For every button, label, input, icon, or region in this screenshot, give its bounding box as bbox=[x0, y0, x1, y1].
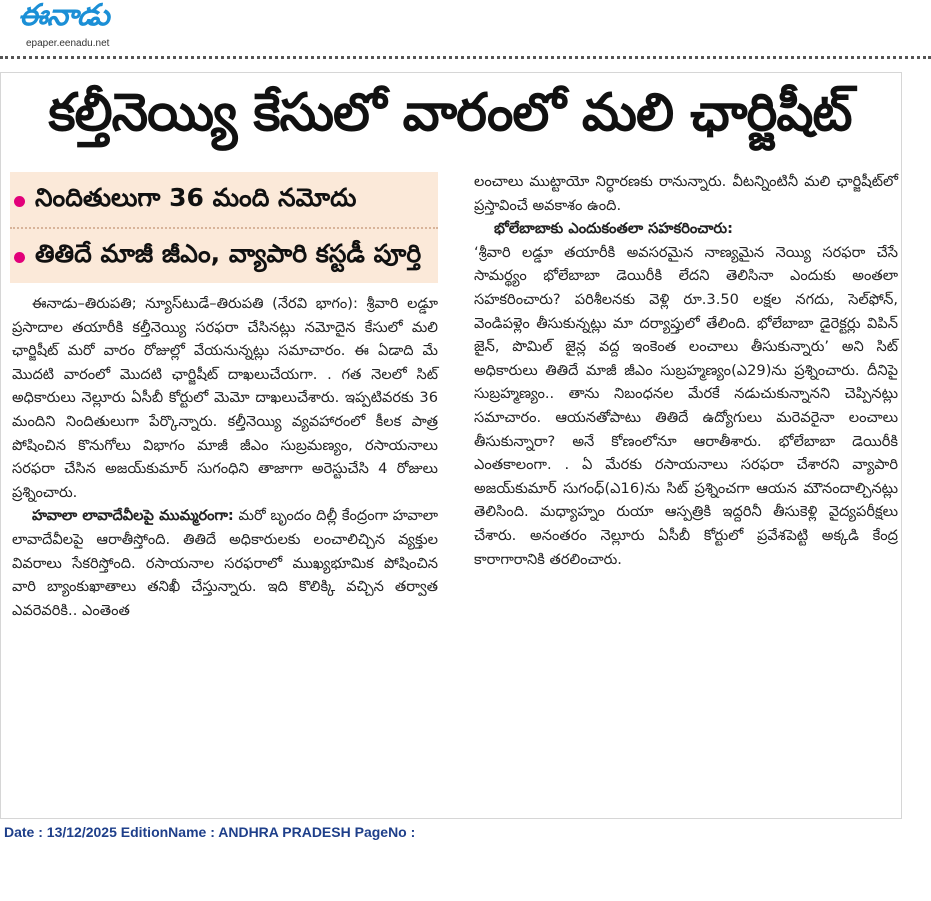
article-headline: కల్తీనెయ్యి కేసులో వారంలో మలి ఛార్జిషీట్ bbox=[48, 83, 852, 143]
edition-footer: Date : 13/12/2025 EditionName : ANDHRA PRADESH PageNo : bbox=[4, 824, 416, 840]
subheading: హవాలా లావాదేవీలపై ముమ్మరంగా: bbox=[32, 507, 234, 525]
logo-text: ఈనాడు bbox=[18, 0, 109, 33]
paragraph-text: మరో బృందం దిల్లీ కేంద్రంగా హవాలా లావాదేవీలపై ఆరాతీస్తోంది. తితిదే అధికారులకు లంచాలిచ్చిన వ్యక్తుల వివరాలు సేకరిస్తోంది. రసాయనాల సరఫరాలో ముఖ్యభూమిక పోషించిన వారి బ్యాంకుఖాతాలు తనిఖీ చేస్తున్నారు. ఇది కొలిక్కి వచ్చిన తర్వాత ఎవరెవరికి.. ఎంతెంత bbox=[12, 507, 438, 619]
paragraph-text: ఈనాడు–తిరుపతి; న్యూస్‌టుడే–తిరుపతి (నేరవి భాగం): శ్రీవారి లడ్డూ ప్రసాదాల తయారీకి కల్తీనెయ్యి సరఫరా చేసినట్లు నమోదైన కేసులో మలి ఛార్జిషీట్ మరో వారం రోజుల్లో వేయనున్నట్లు సమాచారం. ఈ ఏడాది మే మొదటి వారంలో మొదటి ఛార్జిషీట్ దాఖలుచేయగా. . గత నెలలో సిట్ అధికారులు నెల్లూరు ఏసీబీ కోర్టులో మెమో దాఖలుచేశారు. ఇప్పటివరకు 36 మందిని నిందితులుగా పేర్కొన్నారు. కల్తీనెయ్యి వ్యవహారంలో కీలక పాత్ర పోషించిన కొనుగోలు విభాగం మాజీ జీఎం సుబ్రమణ్యం, రసాయనాలు సరఫరా చేసిన అజయ్‌కుమార్ సుగంధిని తాజాగా అరెస్టుచేసి 4 రోజులు ప్రశ్నించారు. bbox=[12, 295, 438, 501]
article-paragraph bbox=[474, 217, 898, 241]
article-column-left bbox=[12, 292, 438, 622]
bullet-icon bbox=[14, 252, 25, 263]
highlight-text: తితిదే మాజీ జీఎం, వ్యాపారి కస్టడీ పూర్తి bbox=[35, 239, 422, 268]
subheading: భోలేబాబాకు ఎందుకంతలా సహకరించారు: bbox=[494, 220, 733, 238]
eenadu-logo[interactable] bbox=[18, 0, 138, 49]
article-column-right bbox=[474, 170, 898, 571]
article-paragraph bbox=[12, 504, 438, 622]
highlight-item bbox=[10, 176, 438, 226]
article-paragraph bbox=[474, 170, 898, 217]
top-dashed-divider bbox=[0, 56, 931, 59]
paragraph-text: ‘శ్రీవారి లడ్డూ తయారీకి అవసరమైన నాణ్యమైన నెయ్యి సరఫరా చేసే సామర్థ్యం భోలేబాబా డెయిరీకి లేదని తెలిసినా ఎందుకు అంతలా సహకరించారు? పరిశీలనకు వెళ్లి రూ.3.50 లక్షల నగదు, సెల్‌ఫోన్, వెండిపళ్లెం తీసుకున్నట్లు మా దర్యాప్తులో తేలింది. భోలేబాబా డైరెక్టర్లు విపిన్ జైన్, పొమిల్ జైన్ల వద్ద ఇంకెంత లంచాలు తీసుకున్నారు’ అని సిట్ అధికారులు తితిదే మాజీ జీఎం సుబ్రహ్మణ్యం(ఎ29)ను ప్రశ్నించారు. దీనిపై సుబ్రహ్మణ్యం.. తాను నిబంధనల మేరకే నడుచుకున్నానని చెప్పినట్లు సమాచారం. ఆయనతోపాటు తితిదే ఉద్యోగులు మరెవరైనా లంచాలు తీసుకున్నారా? అనే కోణంలోనూ ఆరాతీశారు. భోలేబాబా డెయిరీకి ఎంతకాలంగా. . ఏ మేరకు రసాయనాలు సరఫరా చేశారని వ్యాపారి అజయ్‌కుమార్ సుగంధ్(ఎ16)ను సిట్ ప్రశ్నించగా ఆయన మౌనందాల్చినట్లు తెలిసింది. మధ్యాహ్నం రుయా ఆస్పత్రికి ఇద్దరినీ తీసుకెళ్లి వైద్యపరీక్షలు చేశారు. అనంతరం నెల్లూరు ఏసీబీ కోర్టులో ప్రవేశపెట్టి అక్కడి కేంద్ర కారాగారానికి తరలించారు. bbox=[474, 243, 898, 568]
article-paragraph bbox=[474, 241, 898, 571]
article-paragraph bbox=[12, 292, 438, 504]
highlight-text: నిందితులుగా 36 మంది నమోదు bbox=[35, 183, 357, 212]
paragraph-text: లంచాలు ముట్టాయో నిర్ధారణకు రానున్నారు. వీటన్నింటినీ మలి ఛార్జిషీట్‌లో ప్రస్తావించే అవకాశం ఉంది. bbox=[474, 173, 898, 214]
highlight-item bbox=[10, 232, 438, 282]
highlight-divider bbox=[10, 227, 438, 229]
logo-url: epaper.eenadu.net bbox=[26, 38, 110, 49]
bullet-icon bbox=[14, 196, 25, 207]
